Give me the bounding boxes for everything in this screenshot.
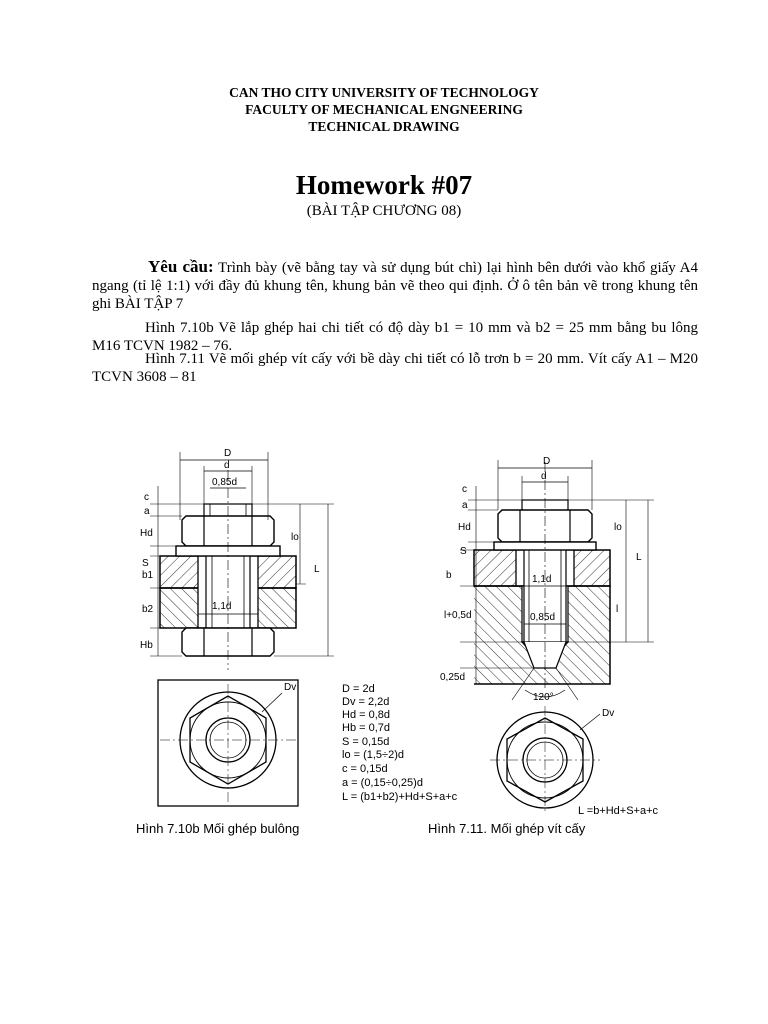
formula-line: a = (0,15÷0,25)d xyxy=(342,777,423,789)
formula-line: Hb = 0,7d xyxy=(342,722,391,734)
label-L: L xyxy=(636,552,642,563)
label-a: a xyxy=(144,506,150,517)
formula-line: D = 2d xyxy=(342,683,375,695)
label-120: 120° xyxy=(533,692,554,703)
course-name: TECHNICAL DRAWING xyxy=(308,119,460,134)
formula-line: lo = (1,5÷2)d xyxy=(342,749,404,761)
figure-right-caption: Hình 7.11. Mối ghép vít cấy xyxy=(428,821,586,836)
formula-line: L = (b1+b2)+Hd+S+a+c xyxy=(342,791,458,803)
requirement-label: Yêu cầu: xyxy=(148,257,214,276)
label-L: L xyxy=(314,564,320,575)
label-b1: b1 xyxy=(142,570,154,581)
label-lo: lo xyxy=(291,532,299,543)
formula-line: S = 0,15d xyxy=(342,736,390,748)
label-D: D xyxy=(543,456,551,467)
paragraph-bolt: Hình 7.10b Vẽ lắp ghép hai chi tiết có độ dày b1 = 10 mm và b2 = 25 mm bằng bu lông M16 TCVN 1982 – 76. xyxy=(92,320,698,354)
label-Hd: Hd xyxy=(458,522,471,533)
label-S: S xyxy=(142,558,149,569)
label-l: l xyxy=(616,604,619,615)
label-lo: lo xyxy=(614,522,622,533)
label-b2: b2 xyxy=(142,604,154,615)
paragraph-stud: Hình 7.11 Vẽ mối ghép vít cấy với bề dày chi tiết có lỗ trơn b = 20 mm. Vít cấy A1 – M20 TCVN 3608 – 81 xyxy=(92,351,698,385)
label-a: a xyxy=(462,500,468,511)
label-S: S xyxy=(460,546,467,557)
label-d: d xyxy=(541,471,547,482)
label-11d: 1,1d xyxy=(212,601,232,612)
bolt-formula-list xyxy=(342,683,458,803)
label-d: d xyxy=(224,460,230,471)
label-Hd: Hd xyxy=(140,528,153,539)
stud-joint-drawing xyxy=(460,460,654,814)
label-l05d: l+0,5d xyxy=(444,610,472,621)
page-title: Homework #07 xyxy=(295,170,473,200)
label-c: c xyxy=(144,492,149,503)
label-11d: 1,1d xyxy=(532,574,552,585)
label-b: b xyxy=(446,570,452,581)
formula-line: Hd = 0,8d xyxy=(342,709,391,721)
label-085d: 0,85d xyxy=(212,477,238,488)
formula-line: Dv = 2,2d xyxy=(342,696,390,708)
requirement-text: Trình bày (vẽ bằng tay và sử dụng bút chì) lại hình bên dưới vào khổ giấy A4 ngang (tỉ lệ 1:1) với đầy đủ khung tên, khung bản vẽ theo qui định. Ở ô tên bản vẽ trong khung tên ghi BÀI TẬP 7 xyxy=(92,260,698,312)
bolt-joint-drawing xyxy=(150,452,334,806)
label-c: c xyxy=(462,484,467,495)
label-085d: 0,85d xyxy=(530,612,556,623)
label-Dv: Dv xyxy=(284,682,297,693)
label-025d: 0,25d xyxy=(440,672,466,683)
label-Hb: Hb xyxy=(140,640,153,651)
stud-formula: L =b+Hd+S+a+c xyxy=(578,805,659,817)
label-Dv: Dv xyxy=(602,708,615,719)
faculty-name: FACULTY OF MECHANICAL ENGNEERING xyxy=(245,102,523,117)
page-subtitle: (BÀI TẬP CHƯƠNG 08) xyxy=(306,203,462,219)
university-name: CAN THO CITY UNIVERSITY OF TECHNOLOGY xyxy=(229,85,539,100)
figure-left-caption: Hình 7.10b Mối ghép bulông xyxy=(136,821,300,836)
formula-line: c = 0,15d xyxy=(342,763,388,775)
label-D: D xyxy=(224,448,232,459)
